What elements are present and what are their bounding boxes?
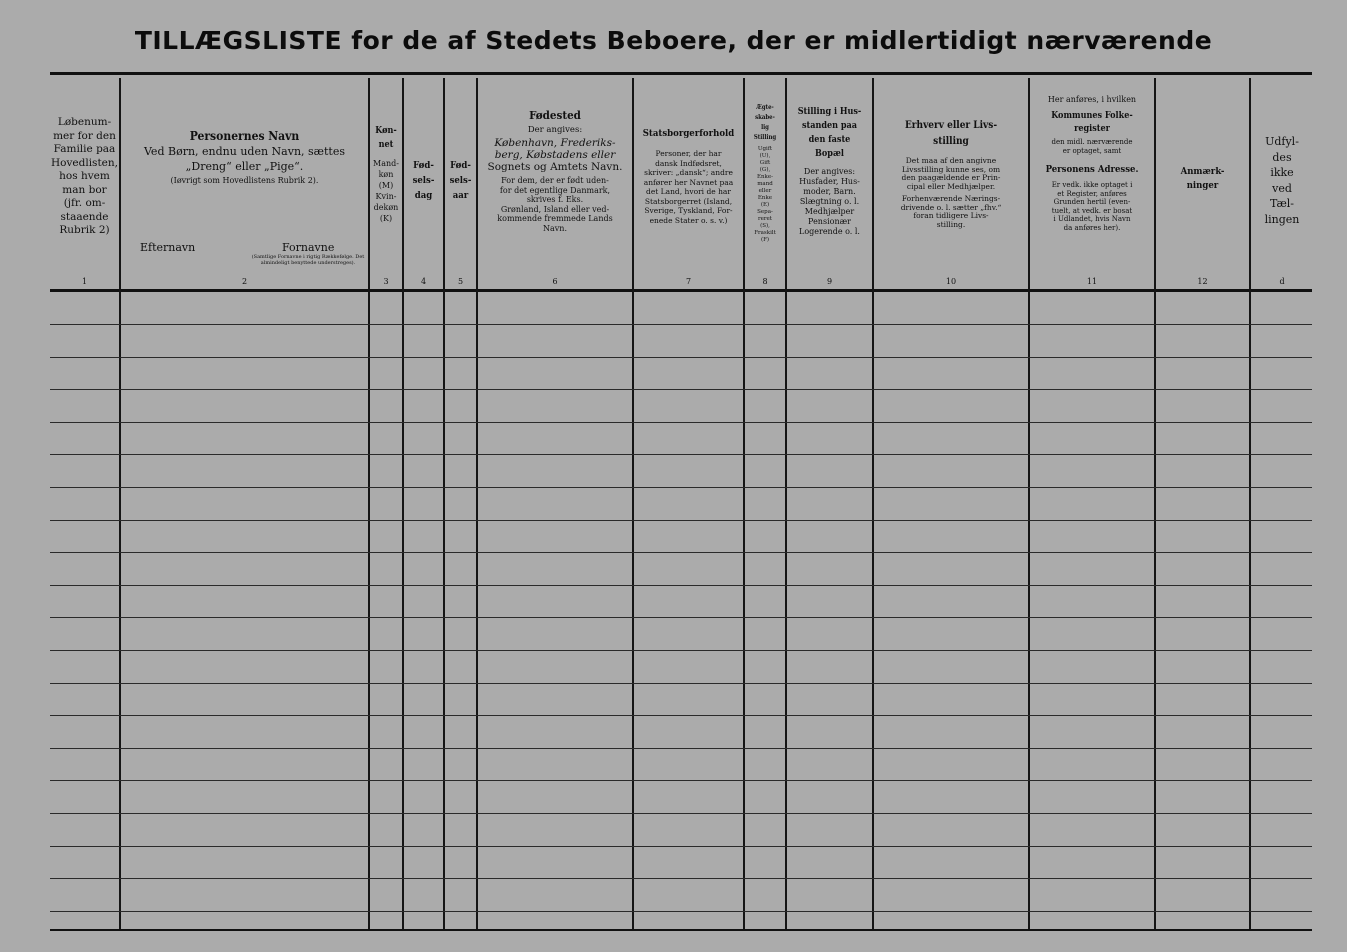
col2-line3: (Iøvrigt som Hovedlistens Rubrik 2). [170,176,319,185]
col6-line1: København, Frederiks- [494,137,616,149]
col-divider [443,78,445,929]
col6-line2: berg, Købstadens eller [494,149,616,161]
col12-header [1156,165,1249,193]
row-rule [50,422,1312,423]
col12-title: Anmærk- ninger [1180,166,1225,191]
col2-line2: „Dreng“ eller „Pige“. [185,160,304,173]
col10-header [874,118,1028,229]
col9-title2: standen paa [801,121,858,131]
col11-text1: den midl. nærværende er optaget, samt [1051,138,1133,155]
col-divider [119,78,121,929]
col12-number: 12 [1197,277,1208,286]
col10-number: 10 [945,277,957,286]
col11-header [1030,94,1154,232]
col8-number: 8 [762,277,768,286]
col6-line4: For dem, der er født uden- for det egentlige Danmark, skrives f. Eks. Grønland, Island eller ved- kommende fremmede Lands Navn. [497,176,613,233]
top-rule [50,72,1312,75]
col2-title: Personernes Navn [189,129,300,143]
col10-text1: Det maa af den angivne Livsstilling kunne ses, om den paagældende er Prin- cipal eller Medhjælper. [901,156,1001,191]
col3-number: 3 [383,277,389,286]
col-divider [402,78,404,929]
col11-number: 11 [1086,277,1098,286]
col-divider [1154,78,1156,929]
col6-header [478,108,632,233]
col10-text2: Forhenværende Nærings- drivende o. l. sætter „fhv.“ foran tidligere Livs- stilling. [900,194,1002,229]
col9-text: Der angives: Husfader, Hus- moder, Barn. Slægtning o. l. Medhjælper Pensionær Logerende o. l. [799,167,860,236]
col9-number: 9 [826,277,833,286]
row-rule [50,650,1312,651]
col9-header [787,105,872,237]
col11-text2: Er vedk. ikke optaget i et Register, anføres Grunden hertil (even- tuelt, at vedk. er bosat i Udlandet, hvis Navn da anføres her). [1051,181,1133,232]
col8-title: Ægte- skabe- lig Stilling [753,104,777,141]
row-rule [50,780,1312,781]
col11-intro: Her anføres, i hvilken [1047,95,1137,104]
col9-title1: Stilling i Hus- [797,107,862,117]
row-rule [50,585,1312,586]
col1-header: Løbenum- mer for den Familie paa Hovedlisten, hos hvem man bor (jfr. om- staaende Rubrik 2) [51,116,118,236]
col11-title2: Personens Adresse. [1045,164,1139,175]
col2-number: 2 [241,277,248,286]
col7-header [634,127,743,225]
col2-line1: Ved Børn, endnu uden Navn, sættes [144,145,345,158]
cold-number: d [1279,277,1285,286]
header-rule [50,289,1312,292]
col5-number: 5 [457,277,464,286]
row-rule [50,878,1312,879]
col9-title4: Bopæl [815,149,844,159]
col7-text: Personer, der har dansk Indfødsret, skriver: „dansk“; andre anfører her Navnet paa det Land, hvori de har Statsborgerret (Island, Sverige, Tyskland, For- enede Stater o. s. v.) [643,149,734,225]
fornavne-label: Fornavne [282,241,335,254]
col7-number: 7 [685,277,692,286]
cold-header: Udfyl- des ikke ved Tæl- lingen [1264,135,1300,226]
col4-header [404,158,443,203]
col3-header [370,124,402,224]
bottom-rule [50,929,1312,931]
row-rule [50,357,1312,358]
col6-number: 6 [552,277,558,286]
row-rule [50,846,1312,847]
col4-title: Fød- sels- dag [412,160,435,201]
form-title: TILLÆGSLISTE for de af Stedets Beboere, der er midlertidigt nærværende [134,26,1213,55]
row-rule [50,748,1312,749]
col5-title: Fød- sels- aar [449,160,472,201]
row-rule [50,487,1312,488]
row-rule [50,389,1312,390]
row-rule [50,617,1312,618]
col6-sub: Der angives: [527,125,583,135]
col2-header [121,128,368,188]
col6-title: Fødested [529,108,581,122]
col1-number: 1 [81,277,88,286]
col6-line3: Sognets og Amtets Navn. [487,161,623,173]
col8-text: Ugift (U), Gift (G), Enke- mand eller Enke (E) Sepa- reret (S), Fraskilt (F) [754,146,776,243]
row-rule [50,813,1312,814]
col11-title1: Kommunes Folke- register [1051,111,1133,134]
efternavn-label: Efternavn [140,241,196,254]
row-rule [50,911,1312,912]
col10-title: Erhverv eller Livs- stilling [904,120,998,147]
row-rule [50,324,1312,325]
col8-header [745,103,785,244]
fornavne-note: (Samtlige Fornavne i rigtig Rækkefølge. Det almindeligt benyttede understreges). [251,254,365,266]
row-rule [50,454,1312,455]
col3-title: Køn- net [375,126,397,150]
row-rule [50,520,1312,521]
col9-title3: den faste [808,135,851,145]
col4-number: 4 [420,277,427,286]
col7-title: Statsborgerforhold [642,128,735,139]
row-rule [50,683,1312,684]
col5-header [445,158,476,203]
row-rule [50,552,1312,553]
col3-text: Mand- køn (M) Kvin- dekøn (K) [373,159,399,223]
row-rule [50,715,1312,716]
